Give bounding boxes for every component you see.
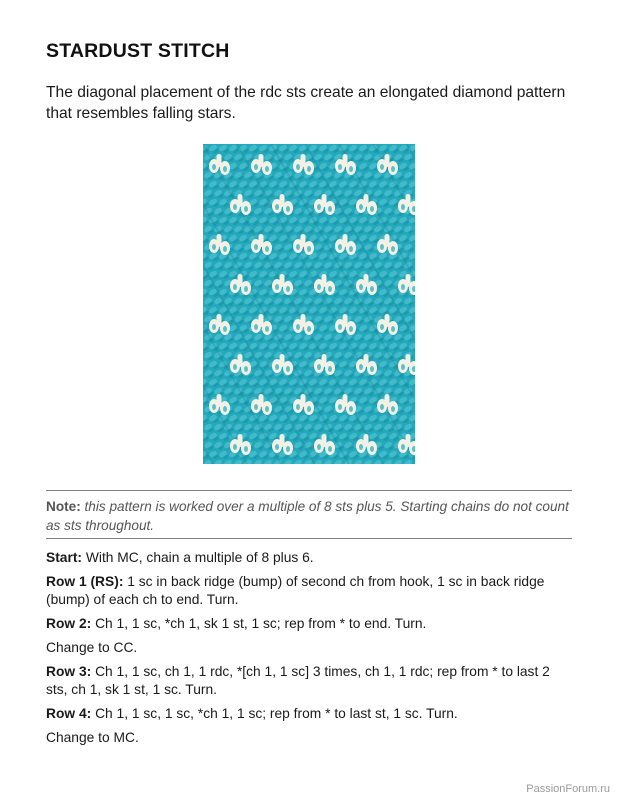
instruction-row-4 — [46, 705, 574, 723]
instruction-label: Row 2: — [46, 616, 92, 631]
instruction-start — [46, 549, 574, 567]
instruction-row-1 — [46, 573, 574, 609]
instruction-label: Row 3: — [46, 664, 92, 679]
instruction-text: Change to CC. — [46, 640, 138, 655]
note-label: Note: — [46, 499, 81, 514]
instruction-change-cc — [46, 639, 574, 657]
note-bottom-rule — [46, 538, 572, 539]
stitch-photo — [203, 144, 415, 464]
instruction-label: Row 1 (RS): — [46, 574, 124, 589]
instruction-text: Ch 1, 1 sc, *ch 1, sk 1 st, 1 sc; rep from * to end. Turn. — [95, 616, 427, 631]
instruction-text: With MC, chain a multiple of 8 plus 6. — [85, 550, 314, 565]
instruction-label: Start: — [46, 550, 83, 565]
note-box — [46, 497, 574, 535]
page-title: STARDUST STITCH — [46, 40, 230, 62]
note-text: this pattern is worked over a multiple of 8 sts plus 5. Starting chains do not count as sts throughout. — [46, 499, 569, 533]
instructions-list — [46, 549, 574, 753]
instruction-label: Row 4: — [46, 706, 92, 721]
stitch-swatch-illustration — [203, 144, 415, 464]
instruction-text: Change to MC. — [46, 730, 139, 745]
instruction-row-2 — [46, 615, 574, 633]
note-top-rule — [46, 490, 572, 491]
instruction-row-3 — [46, 663, 574, 699]
instruction-change-mc — [46, 729, 574, 747]
watermark-text: PassionForum.ru — [526, 783, 610, 795]
intro-paragraph: The diagonal placement of the rdc sts create an elongated diamond pattern that resembles falling stars. — [46, 84, 566, 122]
instruction-text: Ch 1, 1 sc, ch 1, 1 rdc, *[ch 1, 1 sc] 3 times, ch 1, 1 rdc; rep from * to last 2 sts, ch 1, sk 1 st, 1 sc. Turn. — [46, 664, 550, 697]
instruction-text: 1 sc in back ridge (bump) of second ch from hook, 1 sc in back ridge (bump) of each ch to end. Turn. — [46, 574, 545, 607]
instruction-text: Ch 1, 1 sc, 1 sc, *ch 1, 1 sc; rep from * to last st, 1 sc. Turn. — [95, 706, 458, 721]
